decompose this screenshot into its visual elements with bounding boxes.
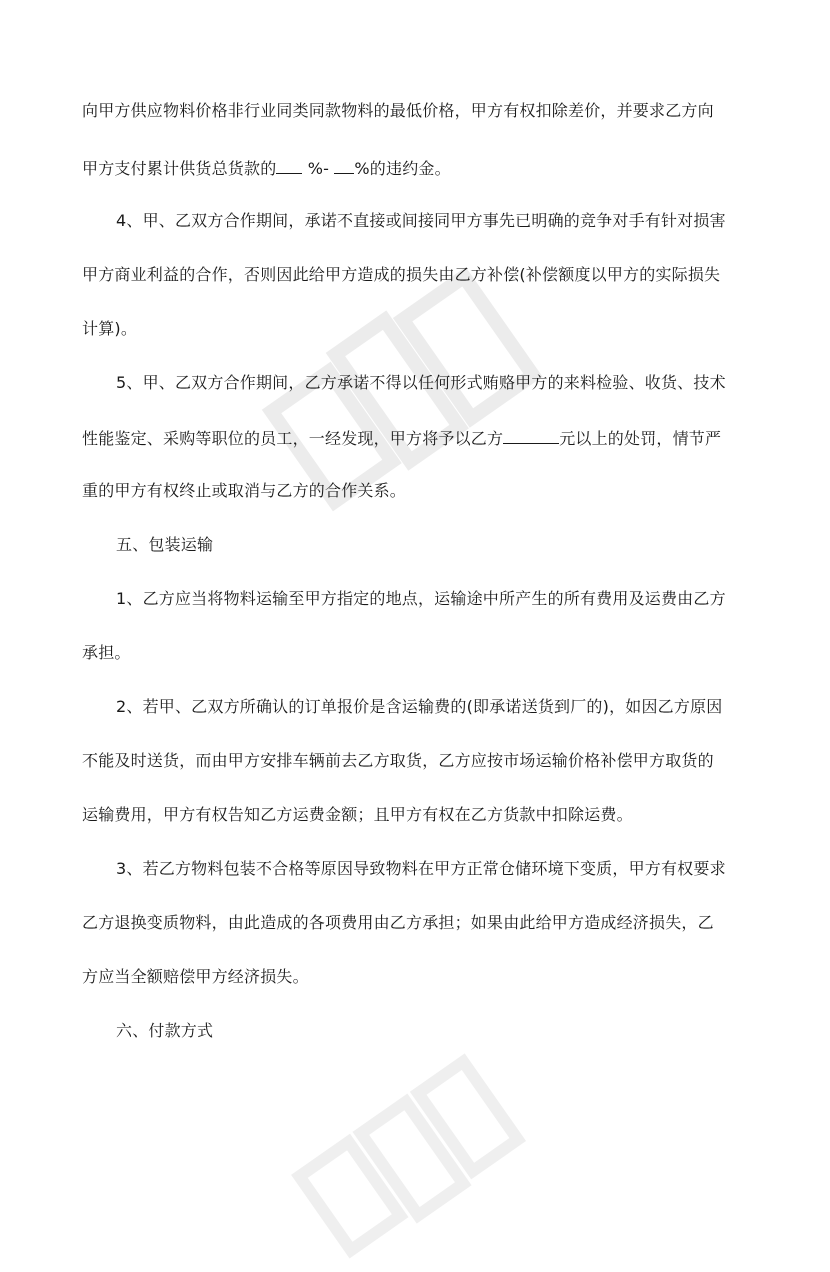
text-segment: 甲方支付累计供货总货款的 [82,159,277,178]
section-heading-payment: 六、付款方式 [116,1021,214,1040]
blank-field-percent-max [334,157,354,174]
packaging-clause-3-line-3: 方应当全额赔偿甲方经济损失。 [82,967,309,986]
packaging-clause-1-line-2: 承担。 [82,643,131,662]
section-heading-packaging: 五、包装运输 [116,535,214,554]
clause-4-line-2: 甲方商业利益的合作，否则因此给甲方造成的损失由乙方补偿(补偿额度以甲方的实际损失 [82,265,721,284]
clause-4-line-1: 4、甲、乙双方合作期间，承诺不直接或间接同甲方事先已明确的竞争对手有针对损害 [116,211,726,230]
paragraph-line-with-blanks [82,157,772,179]
paragraph-line: 向甲方供应物料价格非行业同类同款物料的最低价格，甲方有权扣除差价，并要求乙方向 [82,101,714,120]
packaging-clause-1-line-1: 1、乙方应当将物料运输至甲方指定的地点，运输途中所产生的所有费用及运费由乙方 [116,589,726,608]
packaging-clause-2-line-3: 运输费用，甲方有权告知乙方运费金额；且甲方有权在乙方货款中扣除运费。 [82,805,633,824]
text-segment: %- [307,159,330,178]
text-segment: 性能鉴定、采购等职位的员工，一经发现，甲方将予以乙方 [82,429,504,448]
clause-5-line-2 [82,427,772,449]
text-segment: %的违约金。 [354,159,451,178]
blank-field-penalty-amount [503,427,559,444]
packaging-clause-3-line-1: 3、若乙方物料包装不合格等原因导致物料在甲方正常仓储环境下变质，甲方有权要求 [116,859,726,878]
clause-5-line-3: 重的甲方有权终止或取消与乙方的合作关系。 [82,481,407,500]
packaging-clause-2-line-1: 2、若甲、乙双方所确认的订单报价是含运输费的(即承诺送货到厂的)，如因乙方原因 [116,697,723,716]
clause-5-line-1: 5、甲、乙双方合作期间，乙方承诺不得以任何形式贿赂甲方的来料检验、收货、技术 [116,373,726,392]
blank-field-percent-min [276,157,302,174]
watermark-logo [246,244,574,557]
text-segment: 元以上的处罚，情节严 [559,429,722,448]
clause-4-line-3: 计算)。 [82,319,138,338]
packaging-clause-2-line-2: 不能及时送货，而由甲方安排车辆前去乙方取货，乙方应按市场运输价格补偿甲方取货的 [82,751,714,770]
watermark-logo-bottom [285,1048,534,1272]
packaging-clause-3-line-2: 乙方退换变质物料，由此造成的各项费用由乙方承担；如果由此给甲方造成经济损失，乙 [82,913,714,932]
